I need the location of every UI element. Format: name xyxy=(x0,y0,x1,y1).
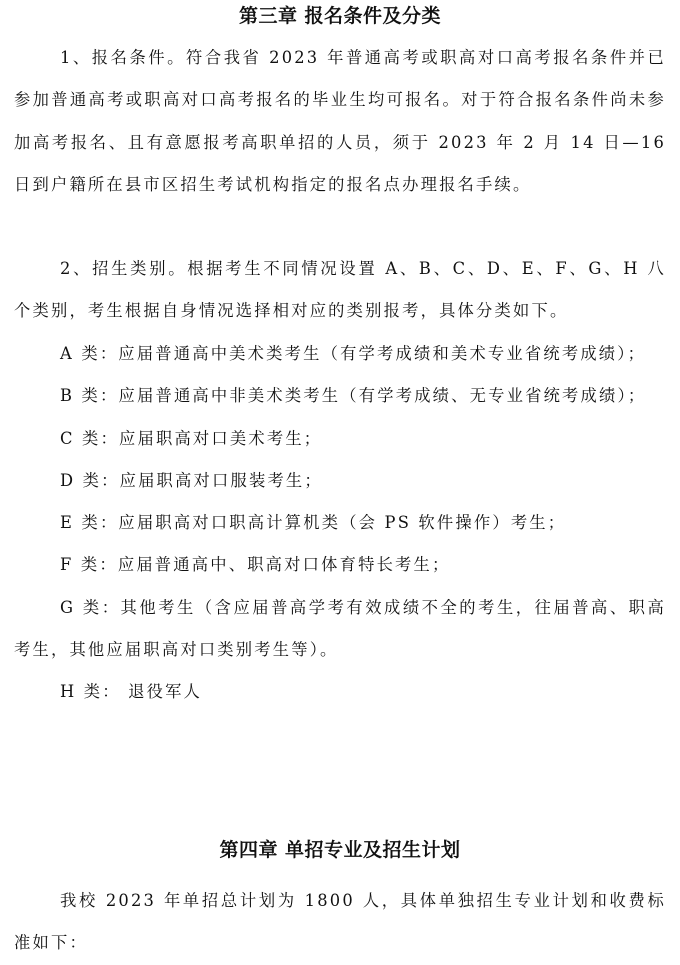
category-item-a: A 类：应届普通高中美术类考生（有学考成绩和美术专业省统考成绩）； xyxy=(60,344,647,363)
category-item-c: C 类：应届职高对口美术考生； xyxy=(60,428,323,448)
category-item-b: B 类：应届普通高中非美术类考生（有学考成绩、无专业省统考成绩）； xyxy=(60,386,647,406)
category-item-d: D 类：应届职高对口服装考生； xyxy=(60,470,323,490)
registration-conditions-paragraph: 1、报名条件。符合我省 2023 年普通高考或职高对口高考报名条件并已参加普通高考或职高对口高考报名的毕业生均可报名。对于符合报名条件尚未参加高考报名、且有意愿报考高职单招的人员，须于 2023 年 2 月 14 日—16 日到户籍所在县市区招生考试机构指定的报名点办理报名手续。 xyxy=(14,48,666,194)
category-item-e: E 类：应届职高对口职高计算机类（会 PS 软件操作）考生； xyxy=(60,513,567,533)
category-list xyxy=(14,333,666,714)
category-item-g: G 类：其他考生（含应届普高学考有效成绩不全的考生，往届普高、职高考生，其他应届职高对口类别考生等）。 xyxy=(14,597,666,660)
enrollment-plan-paragraph: 我校 2023 年单招总计划为 1800 人，具体单独招生专业计划和收费标准如下： xyxy=(14,891,666,953)
category-item-h: H 类： 退役军人 xyxy=(60,682,203,702)
chapter-4-title: 第四章 单招专业及招生计划 xyxy=(219,839,461,861)
enrollment-categories-paragraph: 2、招生类别。根据考生不同情况设置 A、B、C、D、E、F、G、H 八个类别，考生根据自身情况选择相对应的类别报考，具体分类如下。 xyxy=(14,259,666,321)
chapter-3-title: 第三章 报名条件及分类 xyxy=(238,5,442,27)
category-item-f: F 类：应届普通高中、职高对口体育特长考生； xyxy=(60,555,451,575)
